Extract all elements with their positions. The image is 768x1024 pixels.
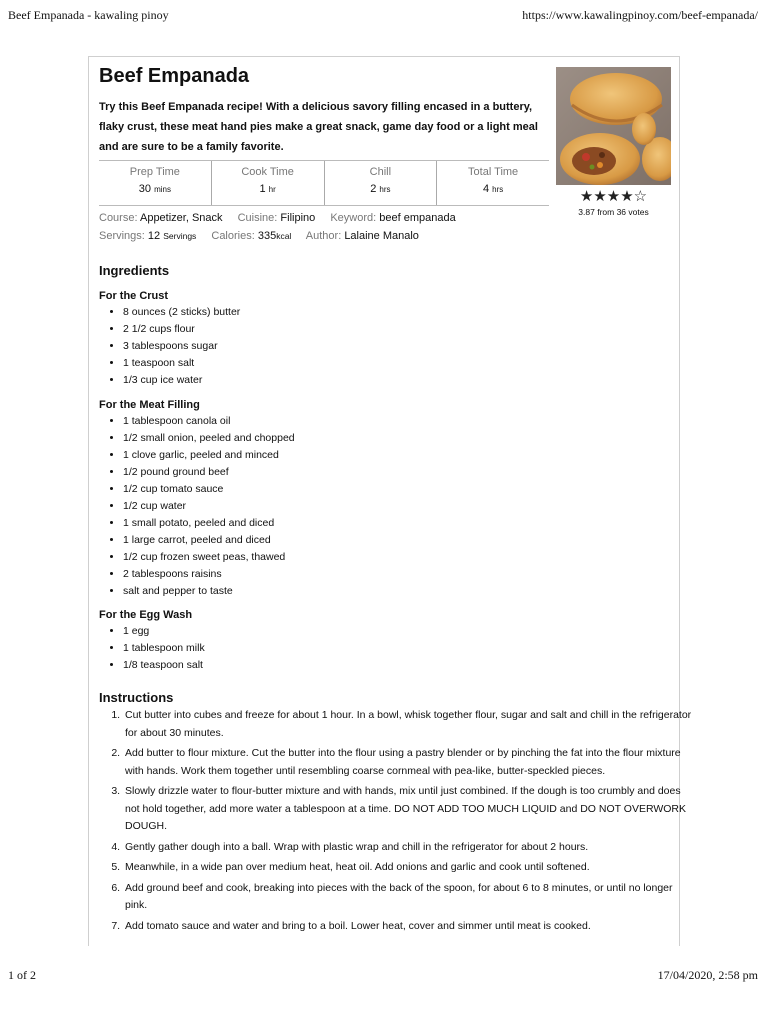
ingredient-item: • 1 tablespoon canola oil (123, 413, 295, 430)
ingredient-list-filling (99, 413, 295, 600)
recipe-meta-row-2: Servings: 12 Servings Calories: 335kcal Author: Lalaine Manalo (99, 230, 419, 242)
instruction-step: 5. Meanwhile, in a wide pan over medium heat, heat oil. Add onions and garlic and cook until softened. (123, 859, 693, 877)
time-value: 1 hr (259, 183, 276, 195)
time-label: Prep Time (129, 166, 180, 178)
ingredient-item: • 2 1/2 cups flour (123, 321, 240, 338)
ingredient-item: • 1 clove garlic, peeled and minced (123, 447, 295, 464)
time-value: 2 hrs (370, 183, 391, 195)
ingredient-item: • 1/2 pound ground beef (123, 464, 295, 481)
recipe-summary: Try this Beef Empanada recipe! With a delicious savory filling encased in a buttery, flaky crust, these meat hand pies make a great snack, game day food or a light meal and are sure to be a family favorite. (99, 101, 538, 153)
recipe-card (88, 56, 692, 946)
browser-page-title: Beef Empanada - kawaling pinoy (8, 8, 169, 22)
ingredient-list-crust (99, 304, 240, 389)
ingredient-group-heading: For the Egg Wash (99, 609, 193, 621)
page-url[interactable]: https://www.kawalingpinoy.com/beef-empanada/ (522, 8, 758, 22)
ingredient-item: • 1/2 cup tomato sauce (123, 481, 295, 498)
ingredient-item: • 1 small potato, peeled and diced (123, 515, 295, 532)
ingredient-item: • 8 ounces (2 sticks) butter (123, 304, 240, 321)
instruction-step: 4. Gently gather dough into a ball. Wrap with plastic wrap and chill in the refrigerator for about 2 hours. (123, 839, 693, 857)
rating-votes: 3.87 from 36 votes (578, 207, 649, 217)
time-value: 4 hrs (482, 183, 504, 195)
recipe-title: Beef Empanada (99, 65, 250, 87)
ingredient-group-heading: For the Meat Filling (99, 399, 200, 411)
instructions-heading: Instructions (99, 690, 174, 705)
ingredients-heading: Ingredients (99, 263, 170, 278)
instruction-list (99, 707, 693, 938)
ingredient-item: • 1/3 cup ice water (123, 372, 240, 389)
recipe-times (99, 160, 549, 206)
cook-time (211, 161, 324, 205)
recipe-photo (556, 67, 671, 185)
recipe-meta-row-1: Course: Appetizer, Snack Cuisine: Filipino Keyword: beef empanada (99, 212, 456, 224)
ingredient-item: • 1/2 cup water (123, 498, 295, 515)
course-value: Appetizer, Snack (139, 212, 223, 224)
star-rating-icons[interactable]: ★★★★☆ (579, 188, 648, 205)
instruction-step: 7. Add tomato sauce and water and bring to a boil. Lower heat, cover and simmer until meat is cooked. (123, 918, 693, 936)
ingredient-item: • 1 large carrot, peeled and diced (123, 532, 295, 549)
chill-time (324, 161, 437, 205)
time-label: Cook Time (241, 166, 294, 178)
instruction-step: 3. Slowly drizzle water to flour-butter mixture and with hands, mix until just combined. If the dough is too crumbly and does not hold together, add more water a tablespoon at a time. DO NOT ADD TOO MUCH LIQUID and DO NOT OVERWORK DOUGH. (123, 783, 693, 836)
time-label: Chill (369, 166, 392, 178)
page-count: 1 of 2 (8, 968, 36, 982)
instruction-step: 6. Add ground beef and cook, breaking into pieces with the back of the spoon, for about 6 to 8 minutes, or until no longer pink. (123, 880, 693, 915)
ingredient-item: • 1 egg (123, 623, 205, 640)
servings-value: 12 (147, 230, 161, 242)
ingredient-list-egg-wash (99, 623, 205, 674)
ingredient-item: • 3 tablespoons sugar (123, 338, 240, 355)
ingredient-item: • salt and pepper to taste (123, 583, 295, 600)
ingredient-item: • 2 tablespoons raisins (123, 566, 295, 583)
ingredient-item: • 1/2 small onion, peeled and chopped (123, 430, 295, 447)
calories-value: 335 (257, 230, 277, 242)
time-label: Total Time (468, 166, 519, 178)
cuisine-value: Filipino (280, 212, 316, 224)
time-value: 30 mins (138, 183, 171, 195)
print-datetime: 17/04/2020, 2:58 pm (657, 968, 758, 982)
instruction-step: 1. Cut butter into cubes and freeze for about 1 hour. In a bowl, whisk together flour, sugar and salt and chill in the refrigerator for about 30 minutes. (123, 707, 693, 742)
rating-widget[interactable] (556, 189, 671, 217)
author-value: Lalaine Manalo (344, 230, 419, 242)
ingredient-item: • 1/8 teaspoon salt (123, 657, 205, 674)
ingredient-item: • 1 tablespoon milk (123, 640, 205, 657)
ingredient-item: • 1/2 cup frozen sweet peas, thawed (123, 549, 295, 566)
ingredient-group-heading: For the Crust (99, 290, 169, 302)
keyword-value: beef empanada (379, 212, 456, 224)
ingredient-item: • 1 teaspoon salt (123, 355, 240, 372)
instruction-step: 2. Add butter to flour mixture. Cut the butter into the flour using a pastry blender or by pinching the fat into the flour mixture with hands. Work them together until resembling coarse cornmeal with pea-like, butter-speckled pieces. (123, 745, 693, 780)
prep-time (99, 161, 211, 205)
total-time (436, 161, 549, 205)
